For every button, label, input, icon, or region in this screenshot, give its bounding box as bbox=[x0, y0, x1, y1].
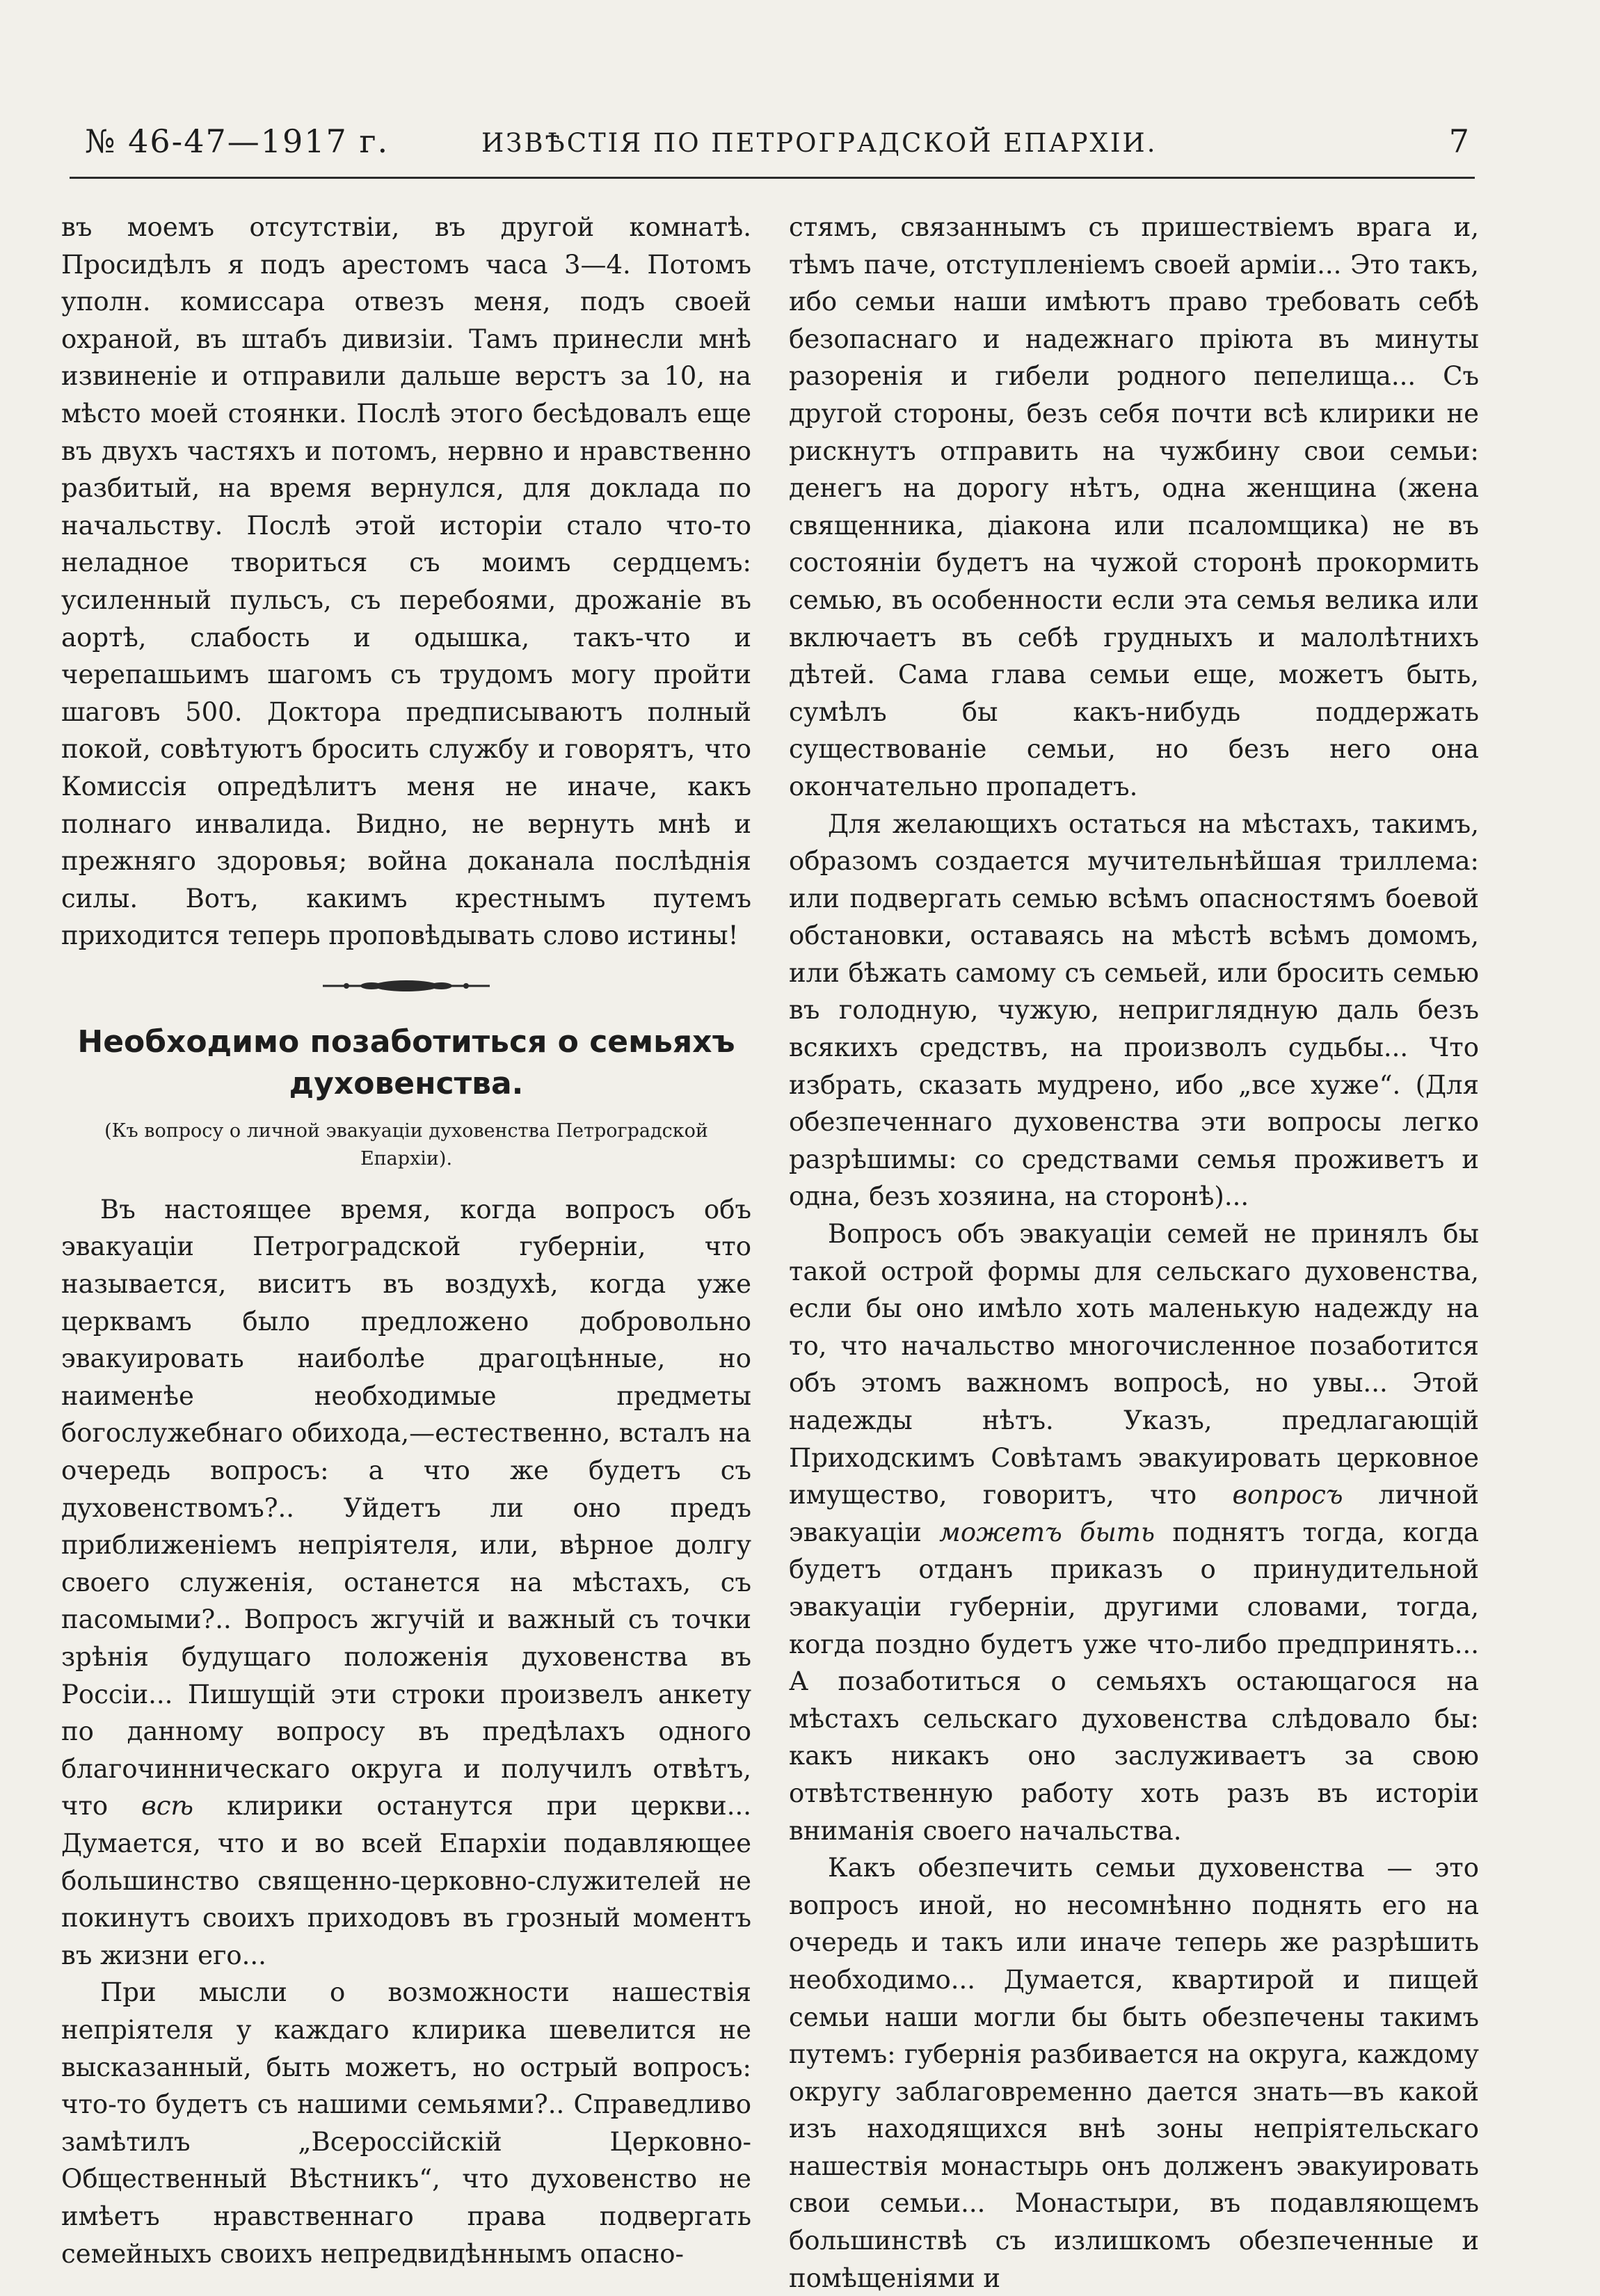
italic-text: вопросъ bbox=[1232, 1480, 1343, 1510]
header-rule bbox=[70, 177, 1475, 179]
paragraph bbox=[61, 1191, 751, 1974]
page-number: 7 bbox=[1448, 122, 1469, 160]
paragraph: Для желающихъ остаться на мѣстахъ, такимъ, образомъ создается мучительнѣйшая триллема: или подвергать семью всѣмъ опасностямъ боевой обстановки, оставаясь на мѣстѣ всѣмъ домомъ, или бѣжать самому съ семьей, или бросить семью въ голодную, чужую, неприглядную даль безъ всякихъ средствъ, на произволъ судьбы... Что избрать, сказать мудрено, ибо „все хуже“. (Для обезпеченнаго духовенства эти вопросы легко разрѣшимы: со средствами семья проживетъ и одна, безъ хозяина, на сторонѣ)... bbox=[789, 808, 1479, 1212]
text-run: Вопросъ объ эвакуаціи семей не принялъ бы такой острой формы для сельскаго духовенства, если бы оно имѣло хоть маленькую надежду на то, что начальство многочисленное позаботится объ этомъ важномъ вопросѣ, но увы... Этой надежды нѣтъ. Указъ, предлагающій Приходскимъ Совѣтамъ эвакуировать церковное имущество, говоритъ, что bbox=[789, 1219, 1479, 1510]
left-column bbox=[61, 209, 751, 2272]
text-run: личной эвакуаціи bbox=[789, 1480, 1479, 1547]
text-run: Въ настоящее время, когда вопросъ объ эвакуаціи Петроградской губерніи, что называется, виситъ въ воздухѣ, когда уже церквамъ было предложено добровольно эвакуировать наиболѣе драгоцѣнные, но наименѣе необходимые предметы богослужебнаго обихода,—естественно, всталъ на очередь вопросъ: а что же будетъ съ духовенствомъ?.. Уйдетъ ли оно предъ приближеніемъ непріятеля, или, вѣрное долгу своего служенія, останется на мѣстахъ, съ пасомыми?.. Вопросъ жгучій и важный съ точки зрѣнія будущаго положенія духовенства въ Россіи... Пишущій эти строки произвелъ анкету по данному вопросу въ предѣлахъ одного благочинническаго округа и получилъ отвѣтъ, что bbox=[61, 1194, 751, 1821]
paragraph: Какъ обезпечить семьи духовенства — это вопросъ иной, но несомнѣнно поднять его на очередь и такъ или иначе теперь же разрѣшить необходимо... Думается, квартирой и пищей семьи наши могли бы быть обезпечены такимъ путемъ: губернія разбивается на округа, каждому округу заблаговременно дается знать—въ какой изъ находящихся внѣ зоны непріятельскаго нашествія монастырь онъ долженъ эвакуировать свои семьи... Монастыри, въ подавляющемъ большинствѣ съ излишкомъ обезпеченные и помѣщеніями и bbox=[789, 1853, 1479, 2293]
paragraph bbox=[789, 1215, 1479, 1849]
text-run: поднятъ тогда, когда будетъ отданъ приказъ о принудительной эвакуаціи губерніи, другими словами, тогда, когда поздно будетъ уже что-либо предпринять... А позаботиться о семьяхъ остающагося на мѣстахъ сельскаго духовенства слѣдовало бы: какъ никакъ оно заслуживаетъ за свою отвѣтственную работу хоть разъ въ исторіи вниманія своего начальства. bbox=[789, 1517, 1479, 1846]
section-title: Необходимо позаботиться о семьяхъ духовенства. bbox=[77, 1023, 735, 1101]
issue-number: № 46-47—1917 г. bbox=[85, 122, 390, 160]
section-subtitle: (Къ вопросу о личной эвакуаціи духовенства Петроградской Епархіи). bbox=[104, 1119, 708, 1170]
paragraph-continued: въ моемъ отсутствіи, въ другой комнатѣ. Просидѣлъ я подъ арестомъ часа 3—4. Потомъ уполн. комиссара отвезъ меня, подъ своей охраной, въ штабъ дивизіи. Тамъ принесли мнѣ извиненіе и отправили дальше верстъ за 10, на мѣсто моей стоянки. Послѣ этого бесѣдовалъ еще въ двухъ частяхъ и потомъ, нервно и нравственно разбитый, на время вернулся, для доклада по начальству. Послѣ этой исторіи стало что-то неладное твориться съ моимъ сердцемъ: усиленный пульсъ, съ перебоями, дрожаніе въ аортѣ, слабость и одышка, такъ-что и черепашьимъ шагомъ съ трудомъ могу пройти шаговъ 500. Доктора предписываютъ полный покой, совѣтуютъ бросить службу и говорятъ, что Комиссія опредѣлитъ меня не иначе, какъ полнаго инвалида. Видно, не вернуть мнѣ и прежняго здоровья; война доканала послѣднія силы. Вотъ, какимъ крестнымъ путемъ приходится теперь проповѣдывать слово истины! bbox=[61, 212, 751, 951]
publication-title: ИЗВѢСТІЯ ПО ПЕТРОГРАДСКОЙ ЕПАРХІИ. bbox=[481, 128, 1158, 158]
paragraph-continued: стямъ, связаннымъ съ пришествіемъ врага и, тѣмъ паче, отступленіемъ своей арміи... Это такъ, ибо семьи наши имѣютъ право требовать себѣ безопаснаго и надежнаго пріюта въ минуты разоренія и гибели родного пепелища... Съ другой стороны, безъ себя почти всѣ клирики не рискнутъ отправить на чужбину свои семьи: денегъ на дорогу нѣтъ, одна женщина (жена священника, діакона или псаломщика) не въ состояніи будетъ на чужой сторонѣ прокормить семью, въ особенности если эта семья велика или включаетъ въ себѣ грудныхъ и малолѣтнихъ дѣтей. Сама глава семьи еще, можетъ быть, сумѣлъ бы какъ-нибудь поддержать существованіе семьи, но безъ него она окончательно пропадетъ. bbox=[789, 212, 1479, 802]
text-run: клирики останутся при церкви... Думается, что и во всей Епархіи подавляющее большинство священно-церковно-служителей не покинутъ своихъ приходовъ въ грозный моментъ въ жизни его... bbox=[61, 1791, 752, 1970]
page-header bbox=[85, 122, 1472, 171]
italic-text: всѣ bbox=[141, 1791, 194, 1821]
right-column bbox=[789, 209, 1479, 2296]
paragraph: При мысли о возможности нашествія непріятеля у каждаго клирика шевелится не высказанный, быть можетъ, но острый вопросъ: что-то будетъ съ нашими семьями?.. Справедливо замѣтилъ „Всероссійскій Церковно-Общественный Вѣстникъ“, что духовенство не имѣетъ нравственнаго права подвергать семейныхъ своихъ непредвидѣннымъ опасно- bbox=[61, 1977, 751, 2269]
italic-text: можетъ быть bbox=[939, 1517, 1155, 1547]
ornament-divider-icon bbox=[323, 978, 490, 994]
